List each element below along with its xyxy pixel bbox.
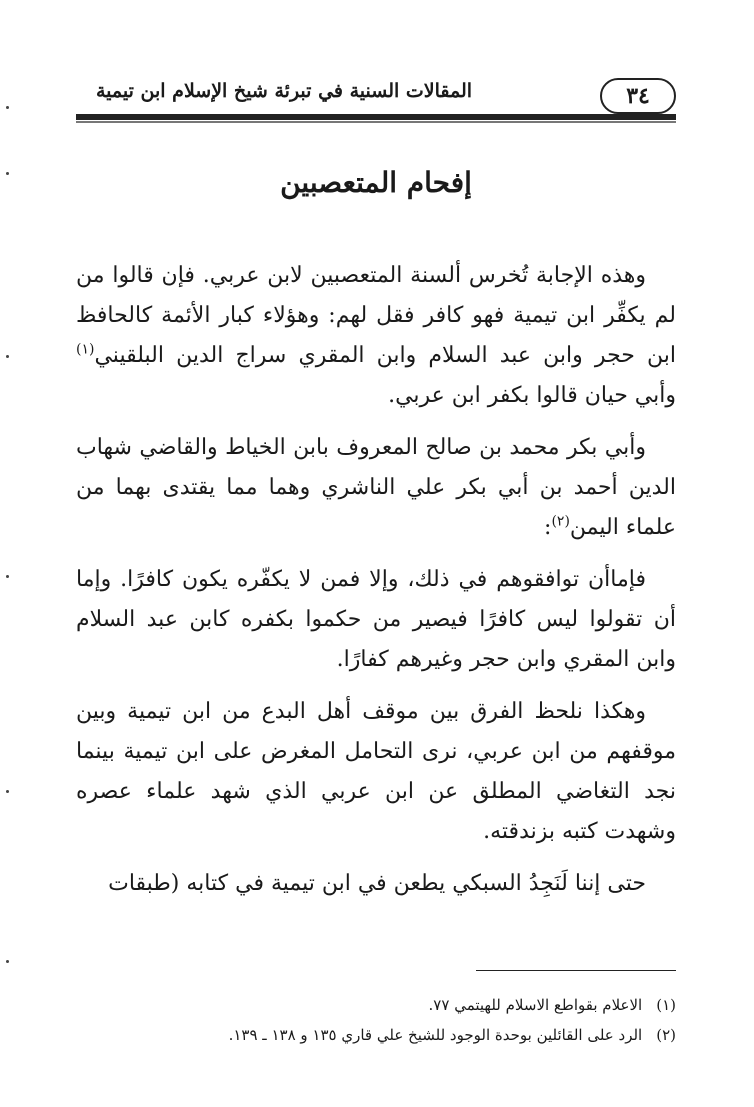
- paragraph: [76, 864, 676, 904]
- scan-speck: [6, 790, 9, 793]
- scan-speck: [6, 355, 9, 358]
- paragraph-text: وأبي بكر محمد بن صالح المعروف بابن الخياط والقاضي شهاب الدين أحمد بن أبي بكر علي الناشري وهما مما يقتدى بهما من علماء اليمن: [76, 435, 676, 540]
- paragraph-text: وأبي حيان قالوا بكفر ابن عربي.: [388, 383, 676, 408]
- paragraph-text: وهكذا نلحظ الفرق بين موقف أهل البدع من ابن تيمية وبين موقفهم من ابن عربي، نرى التحامل المغرض على ابن تيمية بينما نجد التغاضي المطلق عن ابن عربي الذي شهد علماء عصره وشهدت كتبه بزندقته.: [76, 699, 676, 844]
- footnotes: [76, 990, 676, 1050]
- scan-speck: [6, 106, 9, 109]
- header-rule-thick: [76, 114, 676, 120]
- paragraph-text: وهذه الإجابة تُخرس ألسنة المتعصبين لابن عربي. فإن قالوا من لم يكفِّر ابن تيمية فهو كافر فقل لهم: وهؤلاء كبار الأئمة كالحافظ ابن حجر وابن عبد السلام وابن المقري سراج الدين البلقيني: [76, 263, 676, 368]
- paragraph: [76, 560, 676, 680]
- scan-speck: [6, 960, 9, 963]
- running-title: المقالات السنية في تبرئة شيخ الإسلام ابن تيمية: [96, 80, 473, 102]
- paragraph-text: فإماأن توافقوهم في ذلك، وإلا فمن لا يكفّره يكون كافرًا. وإما أن تقولوا ليس كافرًا فيصير من حكموا بكفره كابن عبد السلام وابن المقري وابن حجر وغيرهم كفارًا.: [76, 567, 676, 672]
- footnote: [76, 1020, 676, 1050]
- paragraph-text: :: [544, 515, 552, 540]
- scan-speck: [6, 172, 9, 175]
- footnote-number: (٢): [656, 1026, 676, 1044]
- footnote-number: (١): [656, 996, 676, 1014]
- paragraph: [76, 428, 676, 548]
- footnote-ref[interactable]: (١): [76, 341, 95, 358]
- page-header: [76, 74, 676, 114]
- header-rule-thin: [76, 121, 676, 123]
- footnote-text: الرد على القائلين بوحدة الوجود للشيخ علي قاري ١٣٥ و ١٣٨ ـ ١٣٩.: [228, 1026, 643, 1044]
- paragraph: [76, 256, 676, 416]
- page-number-badge: [600, 78, 676, 114]
- footnote-ref[interactable]: (٢): [551, 513, 570, 530]
- paragraph: [76, 692, 676, 852]
- footnote-separator: [476, 970, 676, 971]
- paragraph-text: حتى إننا لَنَجِدُ السبكي يطعن في ابن تيمية في كتابه (طبقات: [108, 871, 646, 896]
- body-text: [76, 256, 676, 916]
- chapter-title: إفحام المتعصبين: [280, 166, 472, 199]
- page-number: ٣٤: [626, 83, 650, 109]
- footnote-text: الاعلام بقواطع الاسلام للهيتمي ٧٧.: [428, 996, 643, 1014]
- scan-speck: [6, 575, 9, 578]
- footnote: [76, 990, 676, 1020]
